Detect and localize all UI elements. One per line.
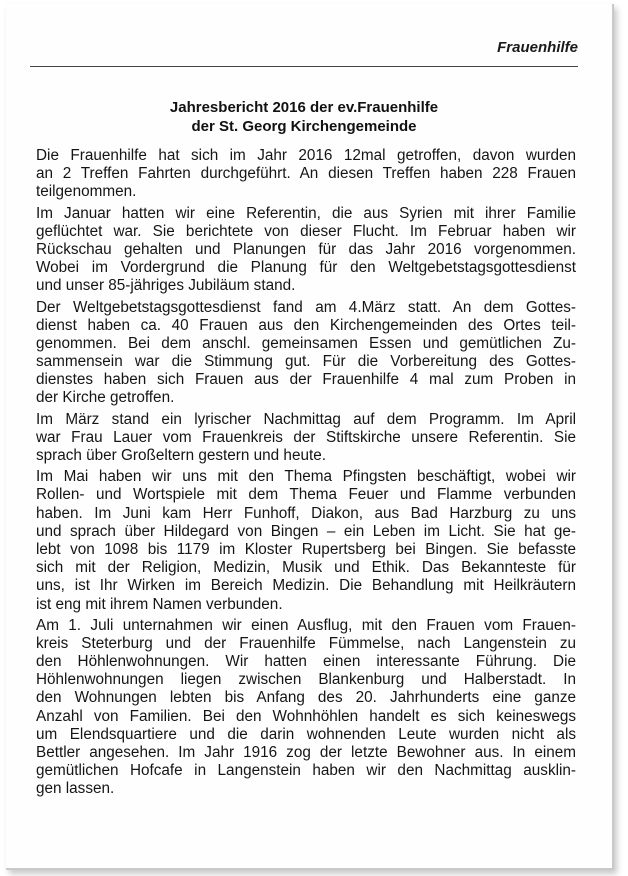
- paragraph-6: [36, 617, 576, 799]
- text-line: teilgenommen.: [36, 183, 137, 201]
- text-line: Höhlenwohnungen liegen zwischen Blankenburg und Halberstadt. In: [36, 671, 576, 689]
- text-line: geflüchtet war. Sie berichtete von dieser Flucht. Im Februar haben wir: [36, 222, 576, 240]
- text-line: kreis Steterburg und der Frauenhilfe Fümmelse, nach Langenstein zu: [36, 634, 576, 652]
- report-title: [30, 98, 578, 136]
- text-line: den Höhlenwohnungen. Wir hatten einen interessante Führung. Die: [36, 653, 576, 671]
- text-line: an 2 Treffen Fahrten durchgeführt. An diesen Treffen haben 228 Frauen: [36, 165, 576, 183]
- paragraph-4: [36, 411, 576, 466]
- paragraph-5: [36, 468, 576, 614]
- text-line: Im März stand ein lyrischer Nachmittag auf dem Programm. Im April: [36, 410, 576, 428]
- text-line: sammensein war die Stimmung gut. Für die Vorbereitung des Gottes-: [36, 353, 576, 371]
- text-line: gen lassen.: [36, 780, 115, 798]
- text-line: der Kirche getroffen.: [36, 389, 175, 407]
- text-line: ist eng mit ihrem Namen verbunden.: [36, 595, 283, 613]
- text-line: den Wohnungen lebten bis Anfang des 20. Jahrhunderts eine ganze: [36, 689, 576, 707]
- report-title-line-1: Jahresbericht 2016 der ev.Frauenhilfe: [169, 99, 439, 116]
- text-line: Rückschau gehalten und Planungen für das Jahr 2016 vorgenommen.: [36, 240, 576, 258]
- text-line: Anzahl von Familien. Bei den Wohnhöhlen handelt es sich keineswegs: [36, 707, 576, 725]
- text-line: und unser 85-jähriges Jubiläum stand.: [36, 277, 296, 295]
- text-line: Im Mai haben wir uns mit den Thema Pfingsten beschäftigt, wobei wir: [36, 468, 576, 486]
- text-line: Wobei im Vordergrund die Planung für den Weltgebetstagsgottesdienst: [36, 259, 576, 277]
- text-line: Die Frauenhilfe hat sich im Jahr 2016 12mal getroffen, davon wurden: [36, 147, 576, 164]
- report-title-line-2: der St. Georg Kirchengemeinde: [191, 118, 417, 135]
- running-header: Frauenhilfe: [497, 39, 578, 56]
- text-line: genommen. Bei dem anschl. gemeinsamen Essen und gemütlichen Zu-: [36, 334, 576, 352]
- text-line: haben. Im Juni kam Herr Funhoff, Diakon, aus Bad Harzburg zu uns: [36, 504, 576, 522]
- text-line: Im Januar hatten wir eine Referentin, die aus Syrien mit ihrer Familie: [36, 204, 576, 222]
- text-line: Bettler angesehen. Im Jahr 1916 zog der letzte Bewohner aus. In einem: [36, 744, 576, 761]
- text-line: gemütlichen Hofcafe in Langenstein haben wir den Nachmittag ausklin-: [36, 762, 576, 780]
- paragraph-2: [36, 205, 576, 296]
- text-line: um Elendsquartiere und die darin wohnenden Leute wurden nicht als: [36, 725, 576, 743]
- document-page: [6, 4, 614, 870]
- paragraph-3: [36, 299, 576, 408]
- text-line: dienstes haben sich Frauen aus der Frauenhilfe 4 mal zum Proben in: [36, 371, 576, 389]
- text-line: war Frau Lauer vom Frauenkreis der Stiftskirche unsere Referentin. Sie: [36, 428, 576, 446]
- text-line: uns, ist Ihr Wirken im Bereich Medizin. Die Behandlung mit Heilkräutern: [36, 577, 576, 595]
- text-line: und sprach über Hildegard von Bingen – ein Leben im Licht. Sie hat ge-: [36, 522, 576, 540]
- text-line: sprach über Großeltern gestern und heute.: [36, 447, 326, 464]
- text-line: Rollen- und Wortspiele mit dem Thema Feuer und Flamme verbunden: [36, 486, 576, 504]
- text-line: Am 1. Juli unternahmen wir einen Ausflug, mit den Frauen vom Frauen-: [36, 616, 576, 634]
- text-line: Der Weltgebetstagsgottesdienst fand am 4.März statt. An dem Gottes-: [36, 298, 576, 316]
- text-line: sich mit der Religion, Medizin, Musik und Ethik. Das Bekannteste für: [36, 559, 576, 577]
- paragraph-1: [36, 147, 576, 202]
- text-line: lebt von 1098 bis 1179 im Kloster Rupertsberg bei Bingen. Sie befasste: [36, 540, 576, 558]
- text-line: dienst haben ca. 40 Frauen aus den Kirchengemeinden des Ortes teil-: [36, 316, 576, 334]
- report-body: [36, 147, 576, 802]
- header-rule: [30, 66, 578, 67]
